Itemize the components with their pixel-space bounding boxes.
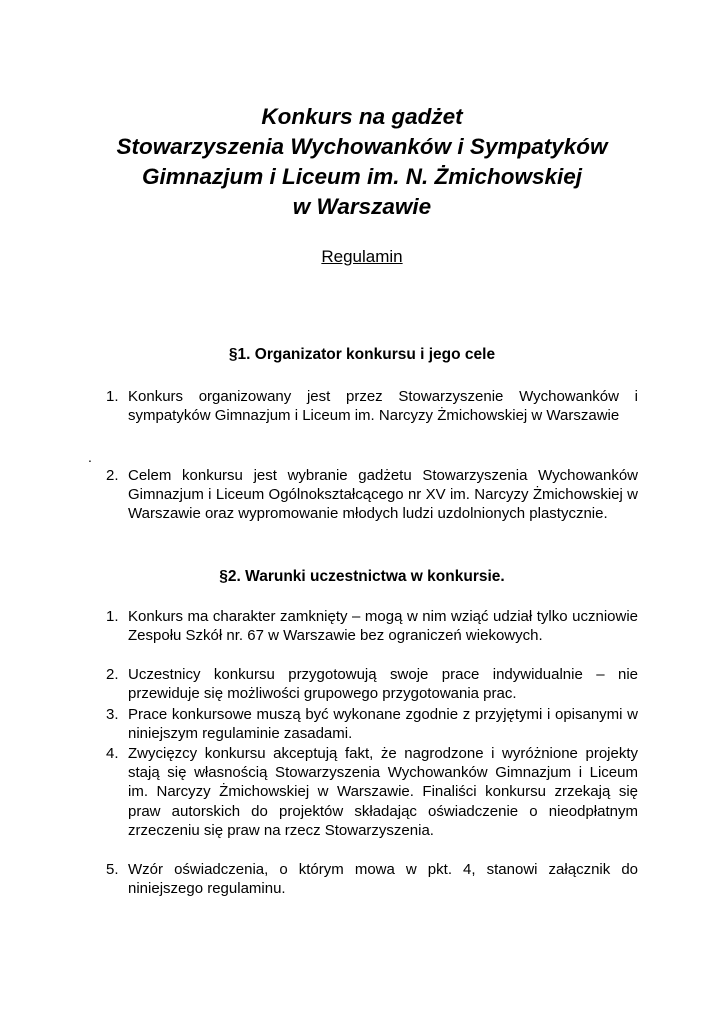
section-2-item-1 bbox=[106, 607, 638, 645]
list-item-text: Prace konkursowe muszą być wykonane zgodnie z przyjętymi i opisanymi w niniejszym regulaminie zasadami. bbox=[128, 706, 638, 743]
document-title bbox=[0, 102, 724, 222]
list-item-text: Uczestnicy konkursu przygotowują swoje prace indywidualnie – nie przewiduje się możliwości grupowego przygotowania prac. bbox=[128, 666, 638, 703]
title-line-4: w Warszawie bbox=[292, 194, 432, 219]
list-number: 4. bbox=[106, 745, 119, 762]
list-item-text: Wzór oświadczenia, o którym mowa w pkt. 4, stanowi załącznik do niniejszego regulaminu. bbox=[128, 861, 638, 898]
section-2-heading: §2. Warunki uczestnictwa w konkursie. bbox=[219, 568, 505, 585]
title-line-3: Gimnazjum i Liceum im. N. Żmichowskiej bbox=[141, 164, 583, 189]
section-2-item-5 bbox=[106, 860, 638, 898]
list-item-text: Konkurs organizowany jest przez Stowarzyszenie Wychowanków i sympatyków Gimnazjum i Liceum im. Narcyzy Żmichowskiej w Warszawie bbox=[128, 388, 638, 425]
section-1-item-2 bbox=[106, 466, 638, 524]
list-item-text: Zwycięzcy konkursu akceptują fakt, że nagrodzone i wyróżnione projekty stają się własnością Stowarzyszenia Wychowanków Gimnazjum i Liceum im. Narcyzy Żmichowskiej w Warszawie. Finaliści konkursu zrzekają się praw autorskich do projektów składając oświadczenie o nieodpłatnym zrzeczeniu się praw na rzecz Stowarzyszenia. bbox=[128, 745, 638, 839]
section-2-item-2 bbox=[106, 665, 638, 703]
section-1-item-1 bbox=[106, 387, 638, 425]
list-number: 3. bbox=[106, 706, 119, 723]
title-line-1: Konkurs na gadżet bbox=[261, 104, 463, 129]
section-1-heading: §1. Organizator konkursu i jego cele bbox=[228, 346, 496, 363]
title-line-2: Stowarzyszenia Wychowanków i Sympatyków bbox=[116, 134, 608, 159]
list-number: 2. bbox=[106, 666, 119, 683]
list-number: 1. bbox=[106, 388, 119, 405]
list-number: 5. bbox=[106, 861, 119, 878]
list-number: 1. bbox=[106, 608, 119, 625]
stray-mark: . bbox=[88, 449, 92, 465]
list-item-text: Celem konkursu jest wybranie gadżetu Stowarzyszenia Wychowanków Gimnazjum i Liceum Ogólnokształcącego nr XV im. Narcyzy Żmichowskiej w Warszawie oraz wypromowanie młodych ludzi uzdolnionych plastycznie. bbox=[128, 467, 638, 523]
section-2-item-3 bbox=[106, 705, 638, 743]
list-number: 2. bbox=[106, 467, 119, 484]
list-item-text: Konkurs ma charakter zamknięty – mogą w nim wziąć udział tylko uczniowie Zespołu Szkół nr. 67 w Warszawie bez ograniczeń wiekowych. bbox=[128, 608, 638, 645]
section-2-item-4 bbox=[106, 744, 638, 840]
regulation-subtitle: Regulamin bbox=[321, 247, 403, 266]
